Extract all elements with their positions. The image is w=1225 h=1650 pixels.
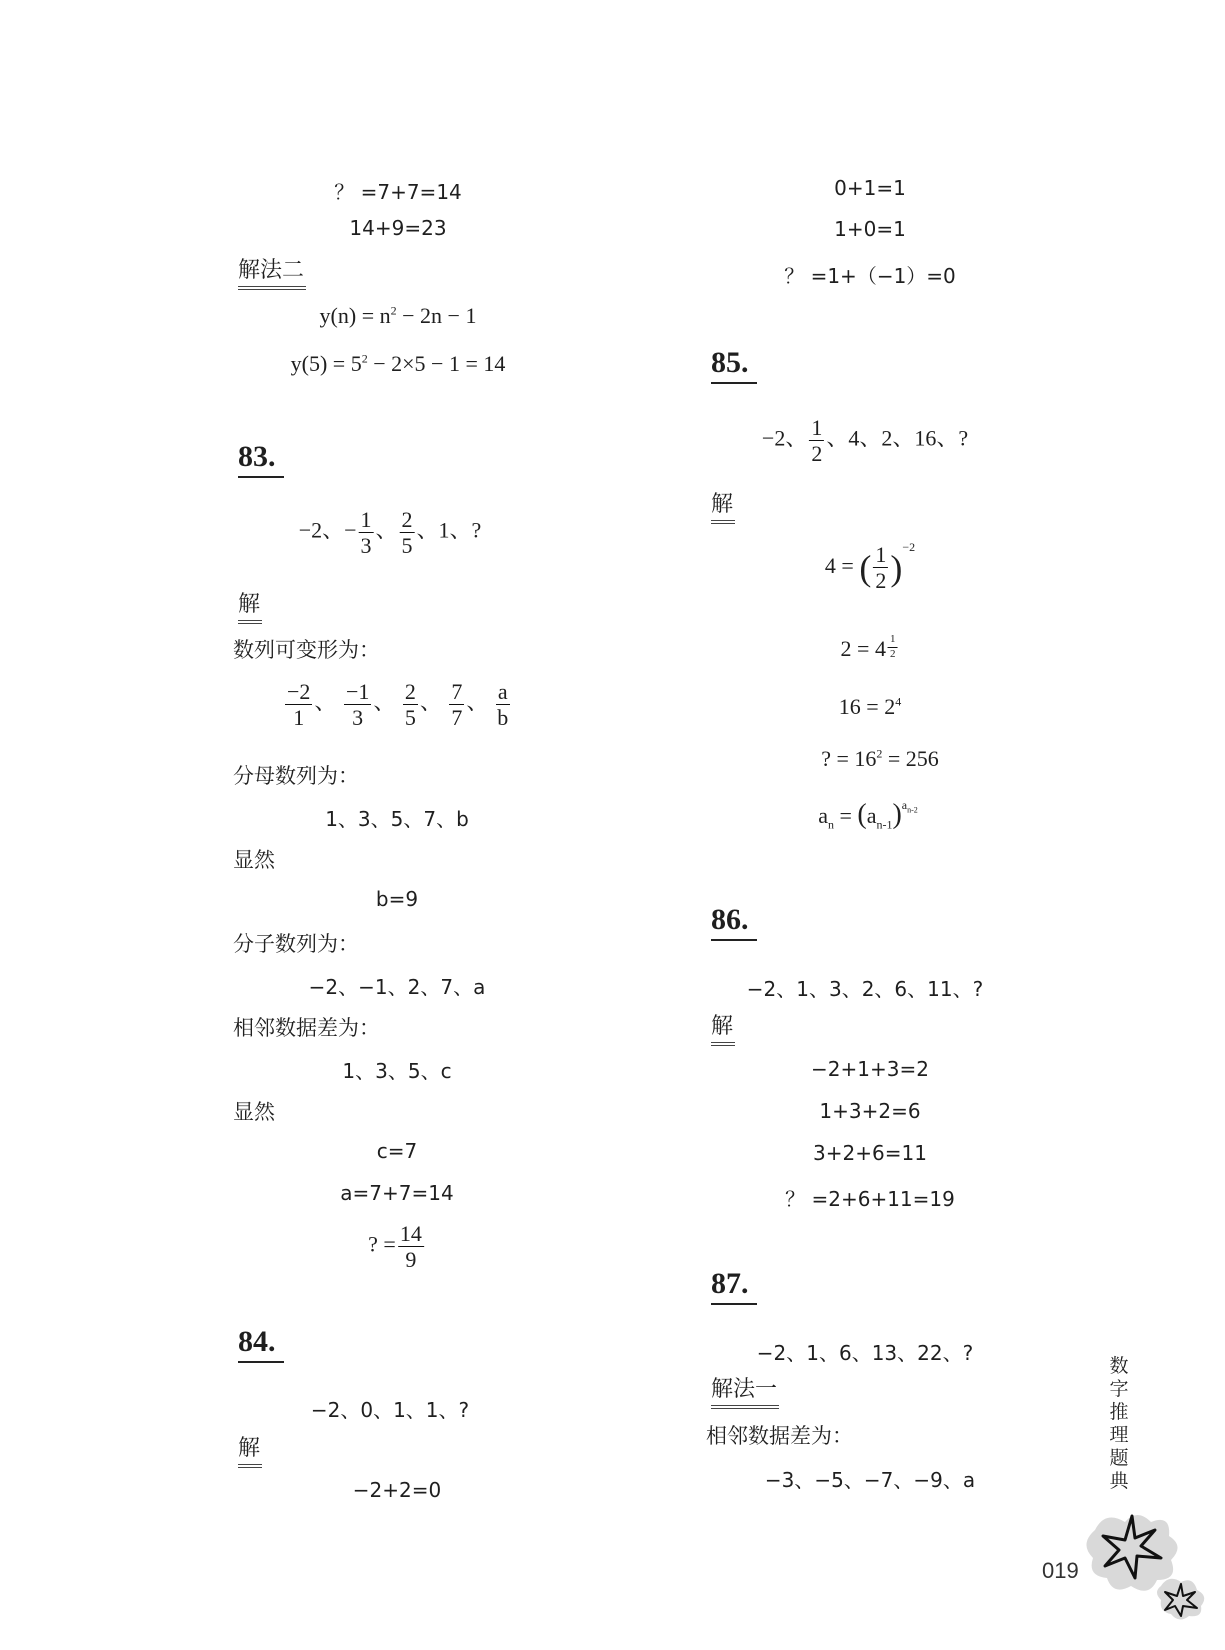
solution-line: a=7+7=14 xyxy=(340,1181,454,1205)
fraction: $\frac{1}{2}$ xyxy=(811,415,823,467)
solution-line: 0+1=1 xyxy=(834,176,906,200)
fraction: $\frac{-1}{3}$ xyxy=(345,679,370,731)
formula-y-n: $y(n) = n^2 - 2n - 1$ xyxy=(319,303,477,328)
solution-line: −2+2=0 xyxy=(352,1478,442,1502)
problem-number-84: 84. xyxy=(238,1323,284,1363)
formula-85-3: $16 = 2^4$ xyxy=(838,694,902,719)
problem-87-sequence: −2、1、6、13、22、? xyxy=(756,1341,974,1365)
solution-line: ？ =1+（−1）=0 xyxy=(784,264,956,288)
formula-85-2: 2 = 4 $\frac{1}{2}$ xyxy=(840,633,896,661)
problem-85-sequence: −2、 $\frac{1}{2}$ 、4、2、16、? xyxy=(761,415,969,467)
fraction: $\frac{-2}{1}$ xyxy=(287,679,311,731)
fraction-sequence: $\frac{-2}{1}$ 、 $\frac{-1}{3}$ 、 $\frac{2}{5}$ 、 $\frac{7}{7}$ 、 $\frac{a}{b}$ xyxy=(287,679,509,731)
method-one-heading: 解法一 xyxy=(711,1375,779,1409)
fraction: $\frac{a}{b}$ xyxy=(497,679,509,731)
page-number: 019 xyxy=(1042,1558,1079,1583)
problem-number-85: 85. xyxy=(711,344,757,384)
sequence-line: 1、3、5、c xyxy=(342,1059,452,1083)
solution-line: 1+3+2=6 xyxy=(819,1099,921,1123)
explanation-text: 分母数列为： xyxy=(233,764,359,788)
fraction: $\frac{2}{5}$ xyxy=(401,507,413,559)
answer-83: ? = $\frac{14}{9}$ xyxy=(368,1221,422,1273)
solution-heading: 解 xyxy=(238,1434,262,1468)
solution-line: b=9 xyxy=(375,887,419,911)
solution-line: −2+1+3=2 xyxy=(811,1057,929,1081)
problem-86-sequence: −2、1、3、2、6、11、? xyxy=(746,977,984,1001)
explanation-text: 显然 xyxy=(233,1100,275,1124)
problem-84-sequence: −2、0、1、1、? xyxy=(310,1398,470,1422)
problem-number-83: 83. xyxy=(238,438,284,478)
method-two-heading: 解法二 xyxy=(238,256,306,290)
formula-85-4: ? = $16^2 = 256$ xyxy=(821,746,939,771)
fraction: $\frac{1}{3}$ xyxy=(360,507,372,559)
solution-line: 14+9=23 xyxy=(349,216,447,240)
formula-85-recurrence: $a_n = (a_{n-1})^{a_{n-2}}$ xyxy=(818,798,918,832)
solution-line: ？ =7+7=14 xyxy=(334,180,462,204)
explanation-text: 分子数列为： xyxy=(233,932,359,956)
side-book-title: 数 字 推 理 题 典 xyxy=(1109,1355,1129,1492)
sequence-line: −3、−5、−7、−9、a xyxy=(764,1468,976,1492)
explanation-text: 相邻数据差为： xyxy=(706,1424,853,1448)
solution-line: ？ =2+6+11=19 xyxy=(785,1187,955,1211)
explanation-text: 数列可变形为： xyxy=(233,638,380,662)
solution-line: 3+2+6=11 xyxy=(813,1141,927,1165)
fraction: $\frac{1}{2}$ xyxy=(875,542,887,594)
fraction: $\frac{2}{5}$ xyxy=(404,679,416,731)
starburst-decoration-icon xyxy=(1075,1500,1215,1620)
problem-number-86: 86. xyxy=(711,901,757,941)
fraction: $\frac{14}{9}$ xyxy=(399,1221,422,1273)
solution-line: 1+0=1 xyxy=(834,217,906,241)
solution-line: c=7 xyxy=(376,1139,418,1163)
explanation-text: 显然 xyxy=(233,848,275,872)
fraction: $\frac{1}{2}$ xyxy=(889,633,896,660)
solution-heading: 解 xyxy=(238,590,262,624)
sequence-line: −2、−1、2、7、a xyxy=(308,975,486,999)
solution-heading: 解 xyxy=(711,490,735,524)
sequence-line: 1、3、5、7、b xyxy=(325,807,469,831)
formula-85-1: 4 = ( $\frac{1}{2}$ )$^{-2}$ xyxy=(824,540,916,594)
solution-heading: 解 xyxy=(711,1012,735,1046)
fraction: $\frac{7}{7}$ xyxy=(451,679,463,731)
problem-83-sequence: −2、− $\frac{1}{3}$ 、 $\frac{2}{5}$ 、1、? xyxy=(298,507,482,559)
explanation-text: 相邻数据差为： xyxy=(233,1016,380,1040)
formula-y-5: $y(5) = 5^2 - 2\times 5 - 1 = 14$ xyxy=(290,351,506,376)
problem-number-87: 87. xyxy=(711,1265,757,1305)
